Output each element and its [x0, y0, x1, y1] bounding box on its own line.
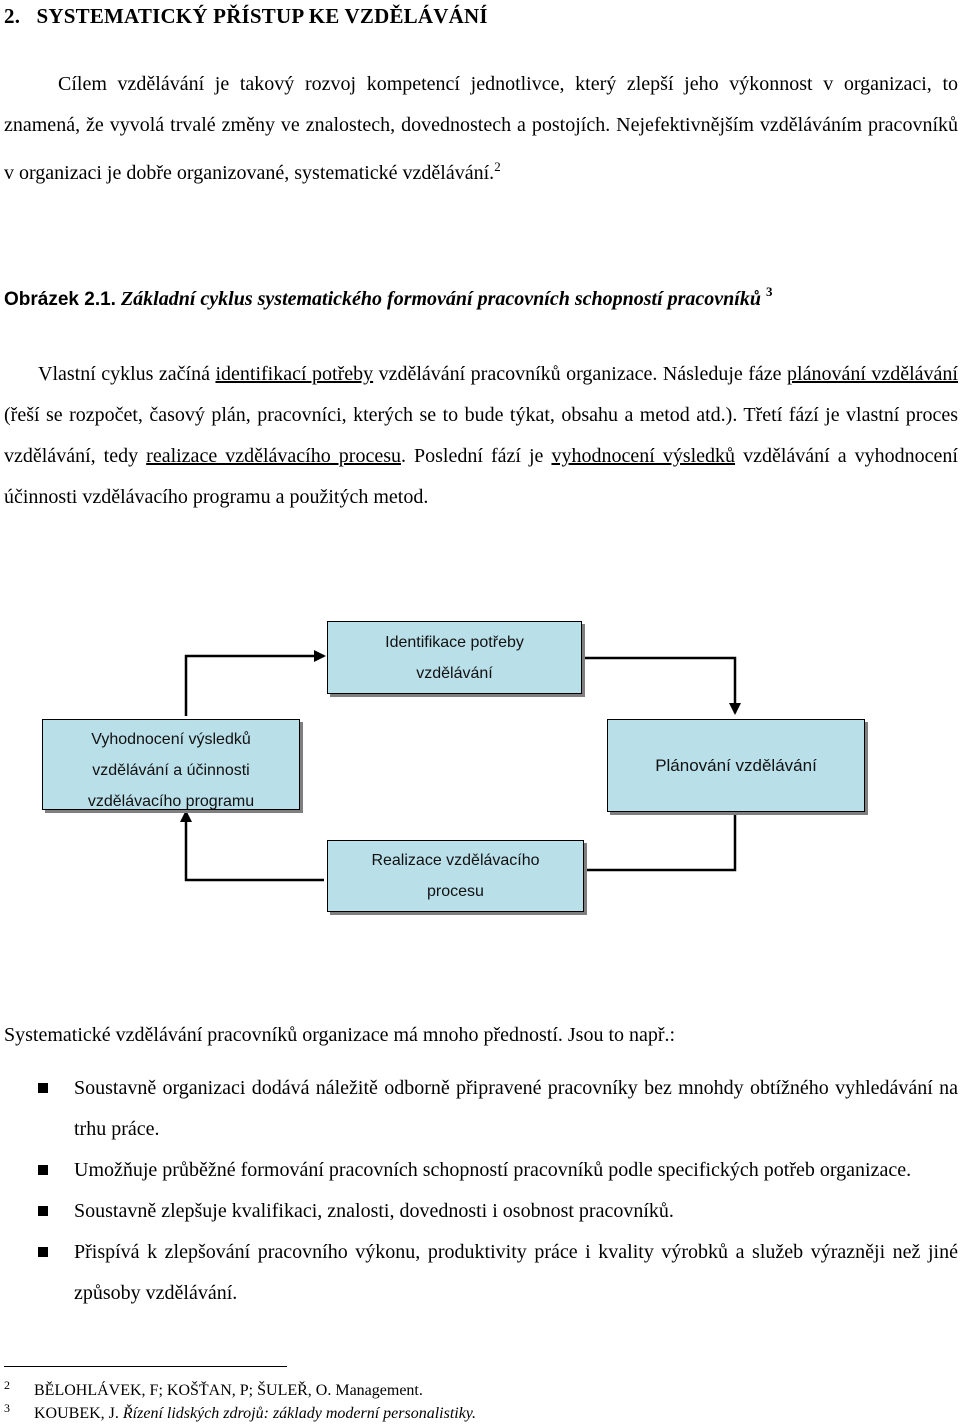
- footnote-citation: BĚLOHLÁVEK, F; KOŠŤAN, P; ŠULEŘ, O. Management.: [34, 1382, 423, 1399]
- step-realization-label: Realizace vzdělávacího procesu: [371, 852, 540, 900]
- cycle-text-3: (řeší se rozpočet, časový plán, pracovníci, kterých se to bude týkat, obsahu a metod atd.). Třetí fází je vlastní proces vzdělávání, tedy: [4, 404, 958, 467]
- step-planning-label: Plánování vzdělávání: [655, 756, 817, 775]
- term-evaluation: vyhodnocení výsledků: [551, 445, 736, 467]
- list-item: [4, 1232, 958, 1314]
- footnote-number: 3: [4, 1401, 10, 1415]
- advantages-list: [4, 1068, 958, 1314]
- footnote-ref-3: 3: [765, 284, 773, 299]
- step-planning-box: [607, 719, 865, 812]
- list-item-text: Umožňuje průběžné formování pracovních schopností pracovníků podle specifických potřeb organizace.: [74, 1159, 912, 1181]
- bullet-icon: [38, 1165, 48, 1175]
- footnote-separator: [4, 1366, 287, 1367]
- cycle-text-2: vzdělávání pracovníků organizace. Následuje fáze: [373, 363, 788, 385]
- intro-text: Cílem vzdělávání je takový rozvoj kompetencí jednotlivce, který zlepší jeho výkonnost v organizaci, to znamená, že vyvolá trvalé změny ve znalostech, dovednostech a postojích. Nejefektivnějším vzděláváním pracovníků v organizaci je dobře organizované, systematické vzdělávání.: [4, 73, 958, 184]
- step-realization-box: [327, 840, 584, 912]
- step-identification-label: Identifikace potřeby vzdělávání: [385, 633, 524, 682]
- term-realization: realizace vzdělávacího procesu: [146, 445, 401, 467]
- footnote-text: [34, 1405, 476, 1423]
- step-evaluation-box: [42, 719, 300, 810]
- term-identification: identifikací potřeby: [215, 363, 374, 385]
- cycle-text-5: vzdělávání a vyhodnocení účinnosti vzdělávacího programu a použitých metod.: [4, 445, 958, 508]
- advantages-intro: Systematické vzdělávání pracovníků organizace má mnoho předností. Jsou to např.:: [4, 1024, 676, 1046]
- arrow-evaluate-to-identify: [186, 656, 324, 716]
- footnote-text: [34, 1382, 423, 1400]
- figure-label: Obrázek 2.1.: [4, 289, 116, 310]
- bullet-icon: [38, 1083, 48, 1093]
- list-item-text: Soustavně zlepšuje kvalifikaci, znalosti, dovednosti i osobnost pracovníků.: [74, 1200, 674, 1222]
- list-item: [4, 1191, 958, 1232]
- list-item-text: Soustavně organizaci dodává náležitě odborně připravené pracovníky bez mnohdy obtížného vyhledávání na trhu práce.: [74, 1077, 958, 1140]
- list-item-text: Přispívá k zlepšování pracovního výkonu, produktivity práce i kvality výrobků a služeb výrazněji než jiné způsoby vzdělávání.: [74, 1241, 958, 1304]
- list-item: [4, 1068, 958, 1150]
- step-identification-box: [327, 621, 582, 694]
- cycle-text-4: . Poslední fází je: [400, 445, 552, 467]
- footnote-number: 2: [4, 1378, 10, 1392]
- bullet-icon: [38, 1206, 48, 1216]
- footnote-title: Řízení lidských zdrojů: základy moderní personalistiky.: [122, 1405, 477, 1422]
- step-evaluation-label: Vyhodnocení výsledků vzdělávání a účinnosti vzdělávacího programu: [87, 731, 255, 810]
- chapter-heading: 2. SYSTEMATICKÝ PŘÍSTUP KE VZDĚLÁVÁNÍ: [4, 4, 488, 28]
- arrow-identify-to-plan: [582, 658, 735, 713]
- list-item: [4, 1150, 958, 1191]
- bullet-icon: [38, 1247, 48, 1257]
- footnote-citation: KOUBEK, J.: [34, 1405, 123, 1422]
- cycle-text-1: Vlastní cyklus začíná: [38, 363, 216, 385]
- figure-title: Základní cyklus systematického formování pracovních schopností pracovníků: [120, 288, 761, 310]
- arrow-realize-to-evaluate: [186, 812, 324, 880]
- term-planning: plánování vzdělávání: [787, 363, 958, 385]
- footnote-ref-2: 2: [494, 159, 501, 174]
